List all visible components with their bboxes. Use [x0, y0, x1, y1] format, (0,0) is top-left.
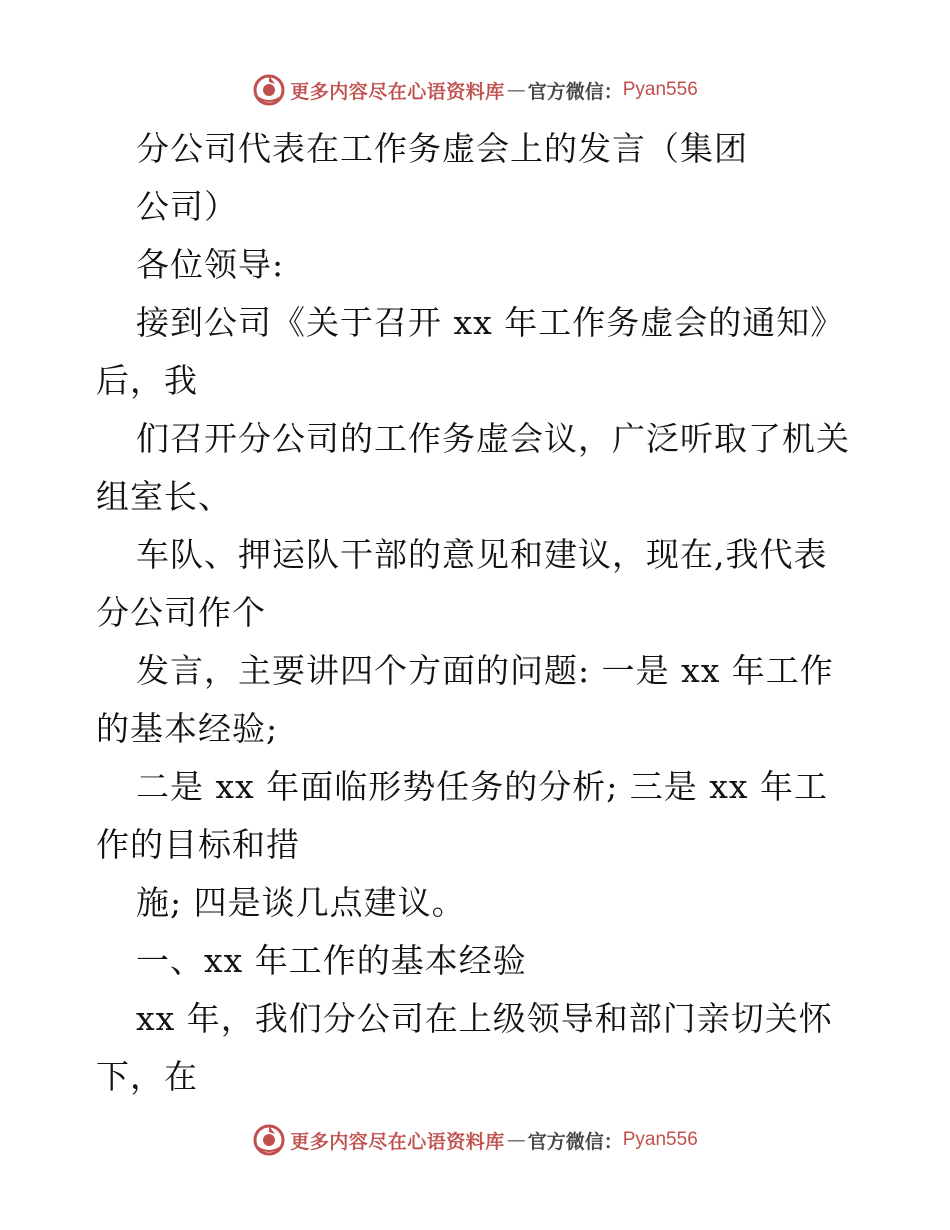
watermark-dash: — — [506, 79, 526, 101]
paragraph-line: 接到公司《关于召开 xx 年工作务虚会的通知》 — [136, 303, 845, 342]
paragraph-line: 车队、押运队干部的意见和建议，现在,我代表 — [136, 535, 828, 574]
paragraph-line: 施; 四是谈几点建议。 — [136, 883, 466, 922]
watermark-dash: — — [506, 1129, 526, 1151]
paragraph-line: 作的目标和措 — [96, 825, 300, 864]
header-watermark — [0, 70, 950, 110]
document-body — [96, 120, 856, 1106]
logo-icon — [252, 1123, 286, 1157]
paragraph-line: 公司） — [136, 187, 238, 226]
paragraph-line: 二是 xx 年面临形势任务的分析; 三是 xx 年工 — [136, 767, 829, 806]
watermark-wechat-id: Pyan556 — [622, 79, 698, 100]
paragraph-line: xx 年，我们分公司在上级领导和部门亲切关怀 — [136, 999, 833, 1038]
paragraph-line: 一、xx 年工作的基本经验 — [136, 941, 527, 980]
footer-watermark — [0, 1120, 950, 1160]
watermark-main-text: 更多内容尽在心语资料库 — [290, 1130, 505, 1153]
watermark-wechat-id: Pyan556 — [622, 1129, 698, 1150]
paragraph-line: 发言，主要讲四个方面的问题: 一是 xx 年工作 — [136, 651, 834, 690]
paragraph-line: 组室长、 — [96, 477, 232, 516]
logo-icon — [252, 73, 286, 107]
watermark-main-text: 更多内容尽在心语资料库 — [290, 80, 505, 103]
paragraph-line: 各位领导: — [136, 245, 285, 284]
paragraph-line: 们召开分公司的工作务虚会议，广泛听取了机关 — [136, 419, 850, 458]
paragraph-line: 的基本经验; — [96, 709, 279, 748]
paragraph-line: 下，在 — [96, 1057, 198, 1096]
paragraph-line: 后，我 — [96, 361, 198, 400]
watermark-label: 官方微信： — [527, 1130, 623, 1153]
paragraph-line: 分公司代表在工作务虚会上的发言（集团 — [136, 129, 748, 168]
watermark-label: 官方微信： — [527, 80, 623, 103]
paragraph-line: 分公司作个 — [96, 593, 266, 632]
